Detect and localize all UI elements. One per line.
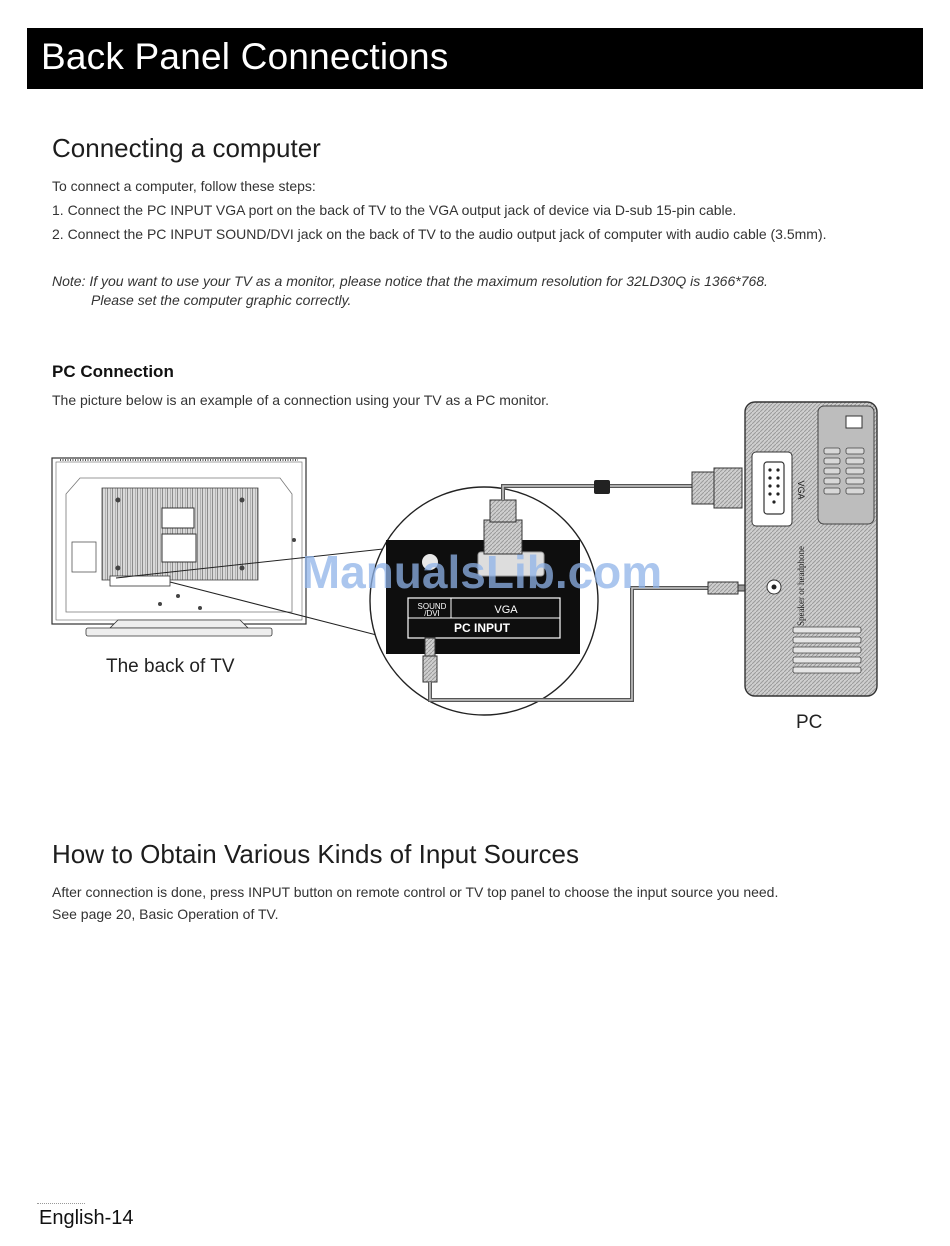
- pc-audio-label: Speaker or headphone: [796, 546, 806, 626]
- step-1: 1. Connect the PC INPUT VGA port on the back of TV to the VGA output jack of device via D-sub 15-pin cable.: [52, 202, 737, 218]
- tv-caption: The back of TV: [106, 656, 235, 677]
- watermark: ManualsLib.com: [301, 546, 663, 598]
- section-title-input-sources: How to Obtain Various Kinds of Input Sources: [52, 839, 580, 869]
- section-title-connecting-computer: Connecting a computer: [52, 133, 321, 163]
- note-line-2: Please set the computer graphic correctly.: [91, 292, 352, 308]
- input-sources-line-2: See page 20, Basic Operation of TV.: [52, 906, 279, 922]
- panel-dvi-label: /DVI: [424, 609, 440, 618]
- input-sources-line-1: After connection is done, press INPUT button on remote control or TV top panel to choose the input source you need.: [52, 884, 779, 900]
- page-title: Back Panel Connections: [41, 36, 449, 77]
- pc-connection-heading: PC Connection: [52, 362, 174, 381]
- footer-rule: [37, 1203, 85, 1204]
- panel-sound-label: SOUND: [417, 602, 447, 611]
- step-2: 2. Connect the PC INPUT SOUND/DVI jack on the back of TV to the audio output jack of computer with audio cable (3.5mm).: [52, 226, 827, 242]
- intro-text: To connect a computer, follow these steps:: [52, 178, 316, 194]
- note-line-1: Note: If you want to use your TV as a monitor, please notice that the maximum resolution for 32LD30Q is 1366*768.: [52, 273, 768, 289]
- panel-pc-input-label: PC INPUT: [453, 621, 511, 635]
- pc-caption: PC: [796, 712, 823, 733]
- panel-vga-label: VGA: [494, 604, 518, 616]
- zoom-circle: [370, 487, 598, 715]
- tv-back-illustration: [52, 458, 306, 636]
- page-number: English-14: [39, 1207, 134, 1229]
- pc-connection-description: The picture below is an example of a connection using your TV as a PC monitor.: [52, 392, 550, 408]
- pc-vga-label: VGA: [796, 480, 806, 500]
- pc-tower-illustration: [745, 402, 877, 696]
